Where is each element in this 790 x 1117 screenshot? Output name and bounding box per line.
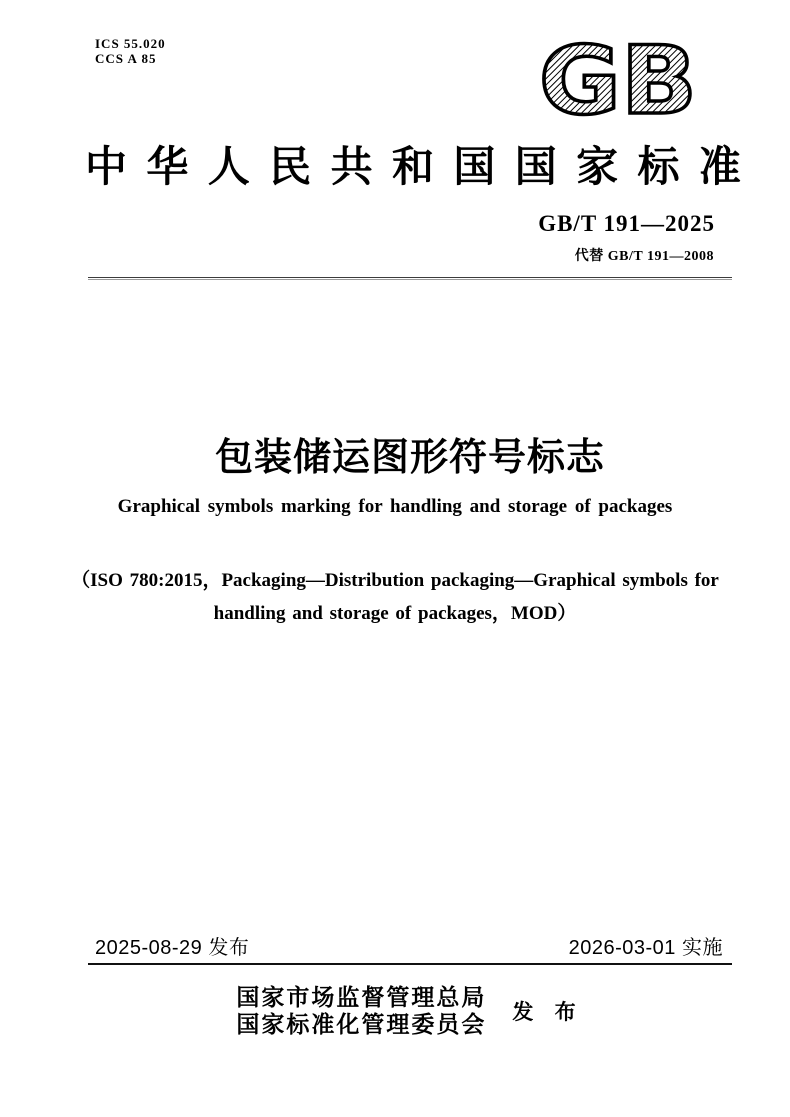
replaced-standard-note: 代替 GB/T 191—2008 (574, 249, 714, 264)
heading-char: 标 (637, 145, 680, 191)
standard-number: GB/T 191—2025 (538, 211, 715, 236)
publisher-line2: 国家标准化管理委员会 (236, 1012, 487, 1037)
ics-code: ICS 55.020 (95, 36, 166, 51)
publisher-block (88, 984, 732, 1038)
publisher-line1: 国家市场监督管理总局 (236, 985, 487, 1010)
heading-char: 民 (269, 145, 312, 191)
heading-char: 国 (453, 145, 496, 191)
gb-logo (536, 37, 701, 117)
english-title: Graphical symbols marking for handling and storage of packages (117, 496, 673, 517)
footer-rule (88, 963, 732, 965)
iso-reference-line2: handling and storage of packages，MOD） (213, 603, 577, 624)
header-rule (88, 277, 732, 280)
heading-char: 共 (330, 145, 373, 191)
heading-char: 中 (85, 145, 128, 191)
publish-label: 发 布 (512, 1000, 584, 1024)
issue-date: 2025-08-29 发布 (95, 937, 250, 959)
gb-logo-text: GB (539, 37, 697, 117)
heading-char: 和 (391, 145, 434, 191)
gb-logo-graphic (536, 37, 701, 117)
heading-char: 人 (207, 145, 250, 191)
iso-reference-line1: （ISO 780:2015，Packaging—Distribution packaging—Graphical symbols for (71, 570, 719, 591)
ics-ccs-block (95, 36, 166, 66)
heading-char: 国 (514, 145, 557, 191)
chinese-title: 包装储运图形符号标志 (214, 437, 605, 479)
dates-row (95, 931, 723, 960)
heading-char: 华 (146, 145, 189, 191)
implementation-date: 2026-03-01 实施 (568, 937, 723, 959)
publisher-names (236, 984, 486, 1038)
heading-char: 准 (698, 145, 741, 191)
ccs-code: CCS A 85 (95, 51, 157, 66)
iso-reference (45, 564, 745, 630)
national-standard-heading (85, 146, 741, 190)
heading-char: 家 (576, 145, 619, 191)
